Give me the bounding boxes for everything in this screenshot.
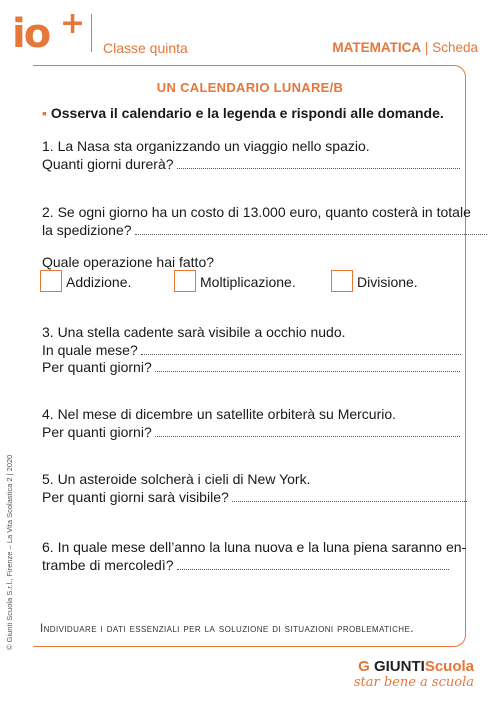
subject-name: MATEMATICA: [332, 40, 422, 55]
answer-line-2[interactable]: [135, 233, 487, 235]
option-moltiplicazione-label: Moltiplicazione.: [200, 274, 296, 290]
learning-objective: Individuare i dati essenziali per la soluzione di situazioni problematiche.: [40, 623, 414, 635]
answer-line-6[interactable]: [177, 568, 449, 570]
brand-name: [354, 658, 474, 675]
giunti-scuola-brand: [354, 658, 474, 690]
subject-label: [332, 40, 478, 55]
question-2-prompt: [42, 221, 487, 239]
sheet-title: UN CALENDARIO LUNARE/B: [156, 80, 344, 95]
answer-line-5[interactable]: [232, 500, 467, 502]
question-3-label-days: Per quanti giorni?: [42, 359, 152, 375]
checkbox-moltiplicazione[interactable]: [174, 270, 196, 292]
operation-question: Quale operazione hai fatto?: [42, 254, 215, 270]
answer-line-3b[interactable]: [155, 370, 460, 372]
brand-g-logo: G: [358, 658, 370, 675]
sheet-type: Scheda: [432, 40, 478, 55]
question-3-prompt-month: [42, 341, 461, 359]
question-6-prompt: [42, 556, 449, 574]
question-4-prompt: [42, 423, 460, 441]
question-3-label-month: In quale mese?: [42, 342, 138, 358]
question-6-text: 6. In quale mese dell’anno la luna nuova e la luna piena saranno en-: [42, 539, 467, 555]
question-1-label: Quanti giorni durerà?: [42, 156, 174, 172]
question-3-text: 3. Una stella cadente sarà visibile a occhio nudo.: [42, 324, 346, 340]
question-3-prompt-days: [42, 358, 460, 376]
brand-slogan: star bene a scuola: [353, 675, 474, 690]
question-4-text: 4. Nel mese di dicembre un satellite orbiterà su Mercurio.: [42, 406, 397, 422]
operation-options: [40, 270, 460, 294]
class-label: Classe quinta: [103, 40, 188, 56]
question-5-text: 5. Un asteroide solcherà i cieli di New York.: [42, 471, 311, 487]
instruction-text: Osserva il calendario e la legenda e rispondi alle domande.: [50, 105, 444, 121]
answer-line-4[interactable]: [155, 435, 460, 437]
question-2-label: la spedizione?: [42, 222, 132, 238]
brand-scuola: Scuola: [424, 658, 474, 675]
logo-plus: +: [60, 6, 84, 41]
answer-line-3a[interactable]: [141, 353, 461, 355]
question-1-text: 1. La Nasa sta organizzando un viaggio nello spazio.: [42, 138, 370, 154]
logo-text: io: [12, 11, 50, 57]
header-divider: [91, 14, 92, 52]
question-4-label: Per quanti giorni?: [42, 424, 152, 440]
checkbox-divisione[interactable]: [331, 270, 353, 292]
question-5-prompt: [42, 488, 467, 506]
option-divisione-label: Divisione.: [357, 274, 418, 290]
question-2-text: 2. Se ogni giorno ha un costo di 13.000 euro, quanto costerà in totale: [42, 204, 471, 220]
subject-separator: |: [424, 40, 429, 55]
answer-line-1[interactable]: [177, 167, 460, 169]
option-addizione-label: Addizione.: [66, 274, 132, 290]
io-plus-logo: [12, 6, 84, 57]
question-6-label: trambe di mercoledì?: [42, 557, 174, 573]
bullet-icon: ▪: [42, 105, 47, 121]
question-5-label: Per quanti giorni sarà visibile?: [42, 489, 229, 505]
checkbox-addizione[interactable]: [40, 270, 62, 292]
copyright-credit: © Giunti Scuola S.r.l., Firenze – La Vita Scolastica 2 | 2020: [5, 454, 14, 650]
instruction: [42, 105, 444, 121]
brand-giunti: GIUNTI: [373, 658, 425, 675]
question-1-prompt: [42, 155, 460, 173]
